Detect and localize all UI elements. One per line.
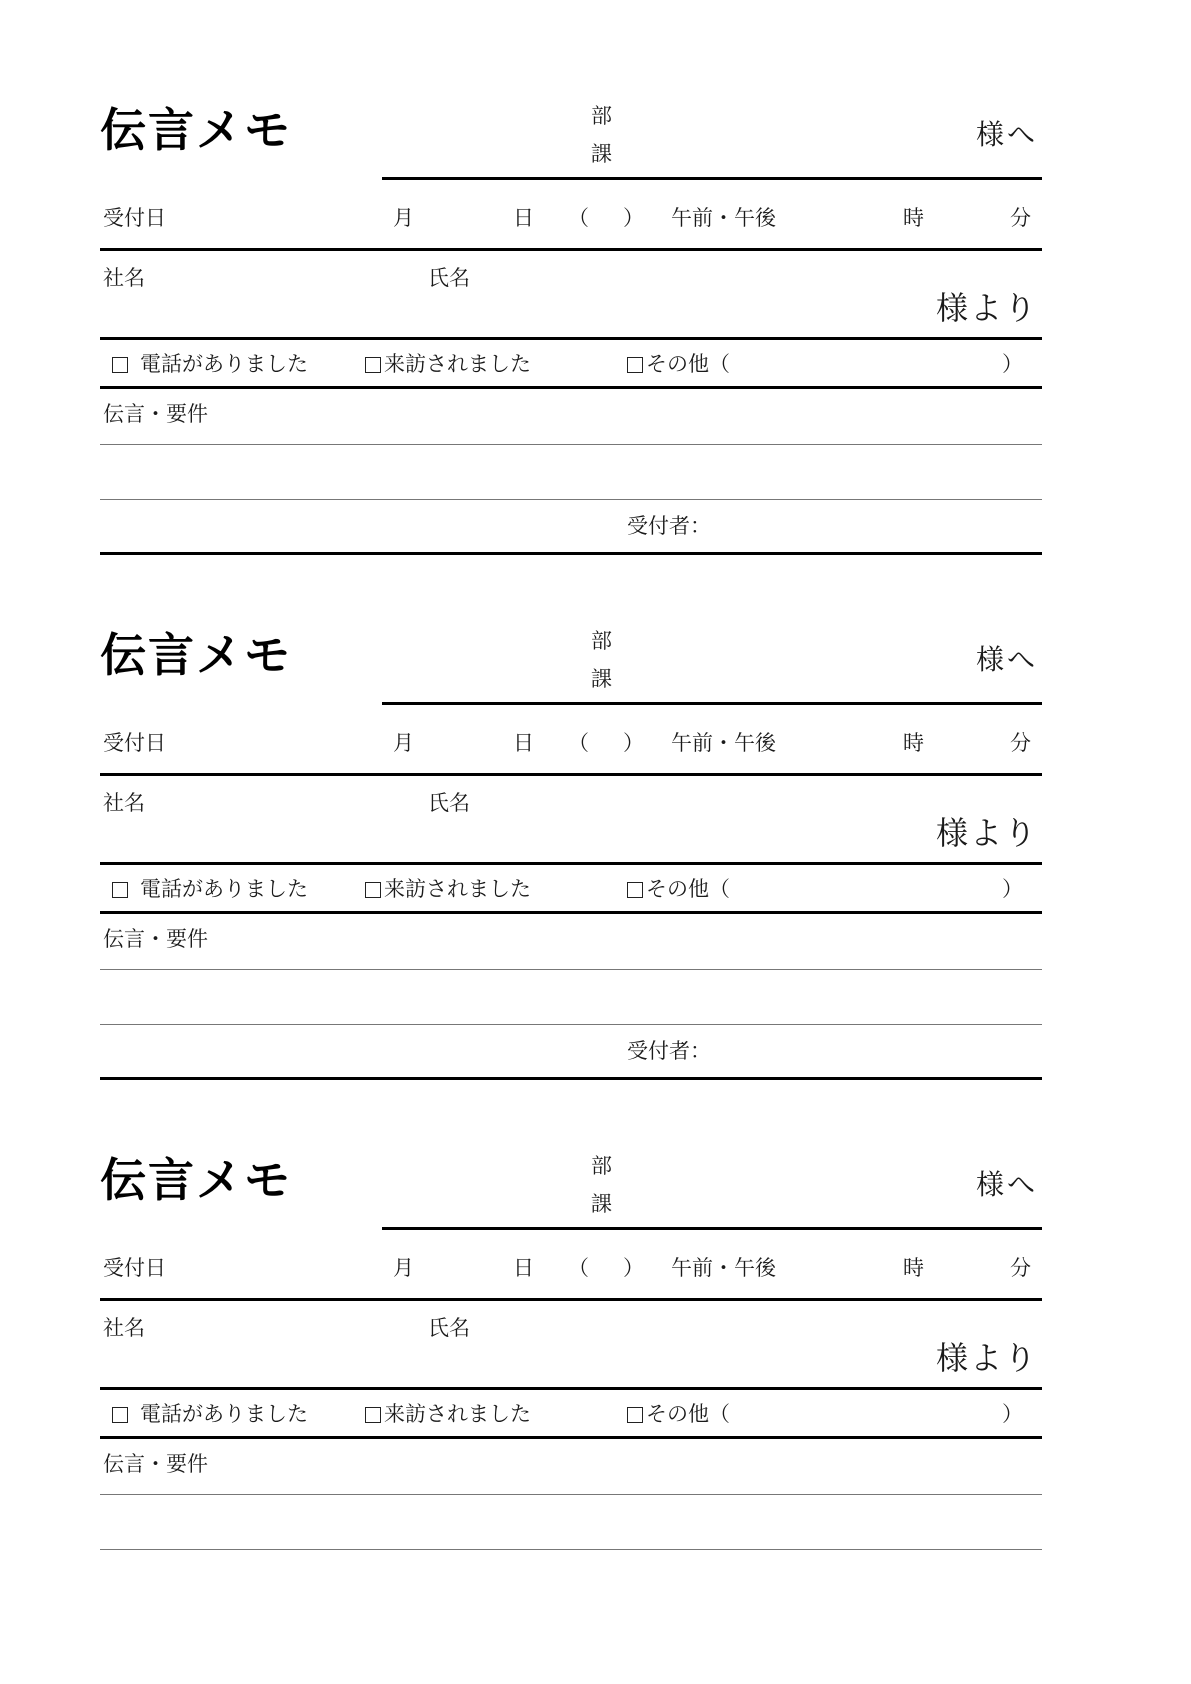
dept-section-underline [382,702,1042,705]
phone-checkbox-label: 電話がありました [140,1402,308,1426]
weekday-open-paren: （ [568,1256,589,1280]
visit-checkbox-icon[interactable] [365,882,381,898]
phone-checkbox-icon[interactable] [112,1407,128,1423]
divider [100,248,1042,251]
other-checkbox-label: その他（ [646,352,730,376]
person-label: 氏名 [428,791,470,815]
writing-line [100,1494,1042,1495]
reception-date-label: 受付日 [103,1256,166,1280]
dept-section-underline [382,177,1042,180]
company-label: 社名 [103,266,145,290]
divider [100,911,1042,914]
from-honorific-label: 様より [935,815,1038,851]
hour-label: 時 [903,206,924,230]
divider [100,386,1042,389]
to-honorific-label: 様へ [975,645,1038,676]
phone-checkbox-label: 電話がありました [140,877,308,901]
other-close-paren: ） [1002,352,1023,376]
company-label: 社名 [103,1316,145,1340]
month-label: 月 [393,206,414,230]
writing-line [100,1024,1042,1025]
person-label: 氏名 [428,1316,470,1340]
dept-label: 部 [591,1154,612,1178]
message-label: 伝言・要件 [103,402,208,426]
visit-checkbox-label: 来訪されました [384,1402,531,1426]
section-label: 課 [591,667,612,691]
other-checkbox-label: その他（ [646,877,730,901]
receptionist-label: 受付者： [627,1039,711,1063]
divider [100,862,1042,865]
company-label: 社名 [103,791,145,815]
section-label: 課 [591,142,612,166]
reception-date-label: 受付日 [103,731,166,755]
weekday-close-paren: ） [623,206,644,230]
minute-label: 分 [1010,206,1031,230]
other-checkbox-icon[interactable] [627,882,643,898]
am-pm-label: 午前・午後 [671,731,776,755]
other-checkbox-icon[interactable] [627,357,643,373]
visit-checkbox-label: 来訪されました [384,352,531,376]
other-close-paren: ） [1002,877,1023,901]
visit-checkbox-label: 来訪されました [384,877,531,901]
memo-title: 伝言メモ [100,104,292,156]
receptionist-label: 受付者： [627,514,711,538]
visit-checkbox-icon[interactable] [365,1407,381,1423]
section-label: 課 [591,1192,612,1216]
other-checkbox-label: その他（ [646,1402,730,1426]
message-label: 伝言・要件 [103,927,208,951]
divider [100,1298,1042,1301]
am-pm-label: 午前・午後 [671,206,776,230]
am-pm-label: 午前・午後 [671,1256,776,1280]
person-label: 氏名 [428,266,470,290]
other-close-paren: ） [1002,1402,1023,1426]
reception-date-label: 受付日 [103,206,166,230]
divider [100,1387,1042,1390]
day-label: 日 [513,206,534,230]
day-label: 日 [513,1256,534,1280]
writing-line [100,1549,1042,1550]
memo-form-2 [100,610,1042,1080]
writing-line [100,444,1042,445]
writing-line [100,969,1042,970]
weekday-close-paren: ） [623,731,644,755]
memo-title: 伝言メモ [100,629,292,681]
phone-checkbox-icon[interactable] [112,357,128,373]
minute-label: 分 [1010,731,1031,755]
memo-title: 伝言メモ [100,1154,292,1206]
dept-label: 部 [591,629,612,653]
dept-label: 部 [591,104,612,128]
from-honorific-label: 様より [935,290,1038,326]
to-honorific-label: 様へ [975,120,1038,151]
form-bottom-rule [100,552,1042,555]
message-label: 伝言・要件 [103,1452,208,1476]
form-bottom-rule [100,1077,1042,1080]
hour-label: 時 [903,1256,924,1280]
phone-checkbox-icon[interactable] [112,882,128,898]
visit-checkbox-icon[interactable] [365,357,381,373]
divider [100,1436,1042,1439]
memo-form-1 [100,85,1042,555]
hour-label: 時 [903,731,924,755]
weekday-open-paren: （ [568,731,589,755]
divider [100,773,1042,776]
weekday-close-paren: ） [623,1256,644,1280]
to-honorific-label: 様へ [975,1170,1038,1201]
divider [100,337,1042,340]
month-label: 月 [393,731,414,755]
dept-section-underline [382,1227,1042,1230]
month-label: 月 [393,1256,414,1280]
weekday-open-paren: （ [568,206,589,230]
from-honorific-label: 様より [935,1340,1038,1376]
minute-label: 分 [1010,1256,1031,1280]
phone-checkbox-label: 電話がありました [140,352,308,376]
memo-form-3 [100,1135,1042,1552]
writing-line [100,499,1042,500]
day-label: 日 [513,731,534,755]
other-checkbox-icon[interactable] [627,1407,643,1423]
